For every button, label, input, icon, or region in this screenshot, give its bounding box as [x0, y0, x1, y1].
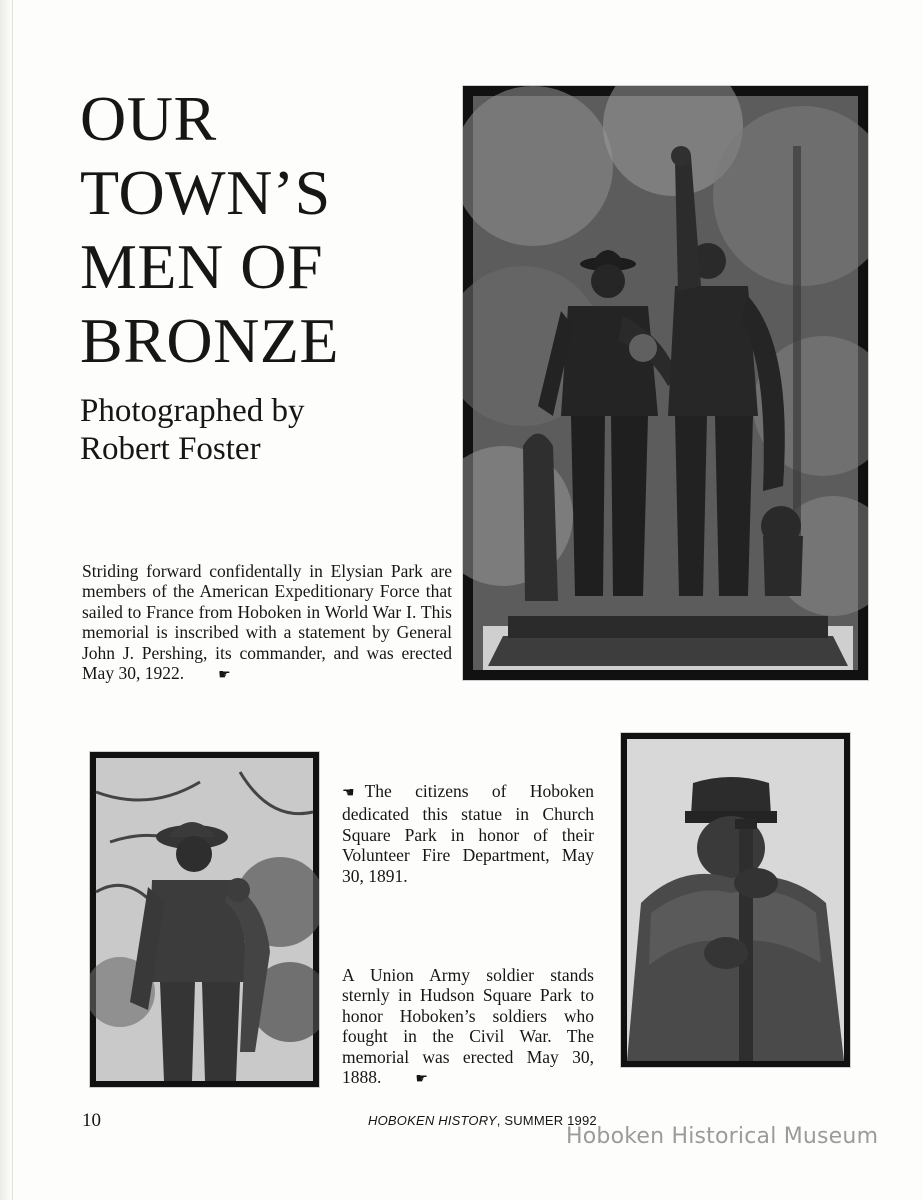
photo-volunteer-fire-memorial: [90, 752, 319, 1087]
museum-watermark: Hoboken Historical Museum: [566, 1124, 879, 1149]
pointing-hand-left-icon: ☚: [342, 785, 355, 801]
photographer-byline: [80, 392, 440, 468]
title-line-4: BRONZE: [80, 305, 339, 376]
pointing-hand-right-icon: ☛: [218, 668, 231, 683]
caption-church-square-park-text: The citizens of Hoboken dedicated this statue in Church Square Park in honor of their Volunteer Fire Department, May 30, 1891.: [342, 780, 594, 886]
page-binding-edge: [0, 0, 13, 1200]
title-line-2: TOWN’S: [80, 157, 331, 228]
photo-union-soldier-memorial: [621, 733, 850, 1067]
byline-line-1: Photographed by: [80, 393, 305, 429]
page-number: 10: [82, 1110, 101, 1131]
pointing-hand-right-icon: ☛: [415, 1072, 428, 1087]
running-footer: [368, 1113, 597, 1128]
publication-name: HOBOKEN HISTORY: [368, 1113, 497, 1128]
article-title: [80, 82, 420, 378]
fireman-statue-image: [90, 752, 319, 1087]
caption-elysian-park: [82, 561, 452, 687]
caption-elysian-park-text: Striding forward confidentally in Elysian Park are members of the American Expeditionary Force that sailed to France from Hoboken in World War I. This memorial is inscribed with a statement by General John J. Pershing, its commander, and was erected May 30, 1922.: [82, 560, 452, 683]
caption-hudson-square-park: [342, 965, 594, 1091]
byline-line-2: Robert Foster: [80, 431, 261, 467]
caption-hudson-square-park-text: A Union Army soldier stands sternly in Hudson Square Park to honor Hoboken’s soldiers who fought in the Civil War. The memorial was erected May 30, 1888.: [342, 964, 594, 1087]
title-line-1: OUR: [80, 83, 217, 154]
title-line-3: MEN OF: [80, 231, 324, 302]
issue-date: , SUMMER 1992: [496, 1113, 597, 1128]
aef-statue-image: [463, 86, 868, 680]
caption-church-square-park: [342, 781, 594, 887]
photo-aef-memorial: [463, 86, 868, 680]
union-soldier-statue-image: [621, 733, 850, 1067]
